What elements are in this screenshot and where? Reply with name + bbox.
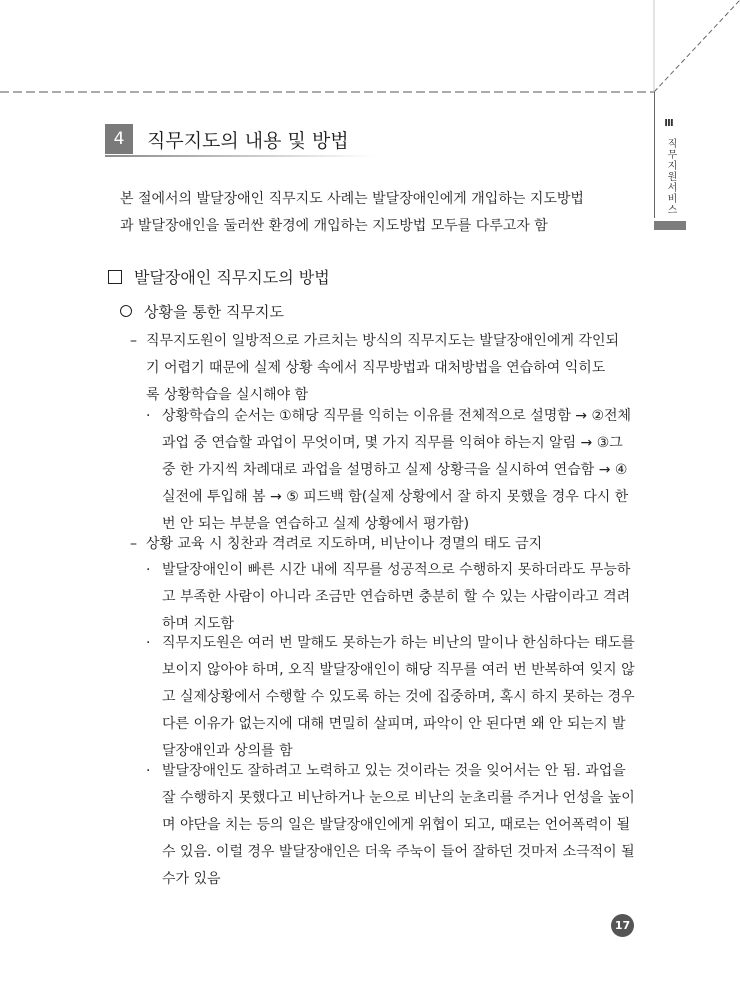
dot-item bbox=[162, 630, 637, 765]
dot-item-line: 과업 중 연습할 과업이 무엇이며, 몇 가지 직무를 익혀야 하는지 알림 → ③그 bbox=[162, 435, 623, 451]
dot-item-line: 직무지도원은 여러 번 말해도 못하는가 하는 비난의 말이나 한심하다는 태도를 bbox=[162, 635, 635, 651]
intro-paragraph bbox=[120, 186, 635, 240]
dash-item-line: 상황 교육 시 칭찬과 격려로 지도하며, 비난이나 경멸의 태도 금지 bbox=[146, 536, 543, 552]
dot-item-line: 달장애인과 상의를 함 bbox=[162, 743, 293, 759]
subsection-heading bbox=[108, 264, 330, 292]
chapter-roman-numeral: Ⅲ bbox=[664, 118, 674, 129]
intro-line: 본 절에서의 발달장애인 직무지도 사례는 발달장애인에게 개입하는 지도방법 bbox=[120, 191, 584, 207]
dot-item-line: 중 한 가지씩 차례대로 과업을 설명하고 실제 상황극을 실시하여 연습함 → ④ bbox=[162, 462, 628, 478]
dot-item-line: 발달장애인도 잘하려고 노력하고 있는 것이라는 것을 잊어서는 안 됨. 과업을 bbox=[162, 763, 626, 779]
section-number: 4 bbox=[105, 124, 133, 154]
dot-item-line: 수 있음. 이럴 경우 발달장애인은 더욱 주눅이 들어 잘하던 것마저 소극적이 될 bbox=[162, 844, 635, 860]
dash-item bbox=[146, 328, 636, 409]
dash-bullet-icon: – bbox=[130, 536, 137, 552]
chapter-bar bbox=[654, 221, 686, 230]
intro-line: 과 발달장애인을 둘러싼 환경에 개입하는 지도방법 모두를 다루고자 함 bbox=[120, 218, 548, 234]
dot-item-line: 발달장애인이 빠른 시간 내에 직무를 성공적으로 수행하지 못하더라도 무능하 bbox=[162, 562, 631, 578]
dot-item-line: 상황학습의 순서는 ①해당 직무를 익히는 이유를 전체적으로 설명함 → ②전체 bbox=[162, 408, 632, 424]
dot-item-line: 고 실제상황에서 수행할 수 있도록 하는 것에 집중하며, 혹시 하지 못하는 경우 bbox=[162, 689, 635, 705]
dash-item-line: 록 상황학습을 실시해야 함 bbox=[146, 387, 309, 403]
dot-item-line: 보이지 않아야 하며, 오직 발달장애인이 해당 직무를 여러 번 반복하여 잊지 않 bbox=[162, 662, 635, 678]
chapter-label: 직무지원서비스 bbox=[665, 138, 676, 215]
dot-item-line: 하며 지도함 bbox=[162, 616, 235, 632]
dot-item-line: 다른 이유가 없는지에 대해 면밀히 살피며, 파악이 안 된다면 왜 안 되는지 발 bbox=[162, 716, 626, 732]
corner-diagonal-line bbox=[654, 0, 740, 92]
dot-item-line: 잘 수행하지 못했다고 비난하거나 눈으로 비난의 눈초리를 주거나 언성을 높이 bbox=[162, 790, 635, 806]
section-heading bbox=[105, 124, 375, 156]
dot-item-line: 며 야단을 치는 등의 일은 발달장애인에게 위협이 되고, 때로는 언어폭력이 될 bbox=[162, 817, 631, 833]
checkbox-square-icon bbox=[108, 270, 122, 284]
dot-item bbox=[162, 758, 637, 893]
topic-heading-text: 상황을 통한 직무지도 bbox=[144, 303, 284, 321]
dash-item-line: 기 어렵기 때문에 실제 상황 속에서 직무방법과 대처방법을 연습하여 익히도 bbox=[146, 360, 606, 376]
dot-bullet-icon: · bbox=[146, 635, 151, 651]
topic-heading bbox=[120, 298, 284, 326]
section-underline bbox=[105, 155, 375, 157]
dot-item bbox=[162, 403, 637, 538]
dot-item bbox=[162, 557, 637, 638]
dash-bullet-icon: – bbox=[130, 333, 137, 349]
dash-item-line: 직무지도원이 일방적으로 가르치는 방식의 직무지도는 발달장애인에게 각인되 bbox=[146, 333, 619, 349]
dot-bullet-icon: · bbox=[146, 763, 151, 779]
dot-item-line: 고 부족한 사람이 아니라 조금만 연습하면 충분히 할 수 있는 사람이라고 격려 bbox=[162, 589, 631, 605]
dot-item-line: 실전에 투입해 봄 → ⑤ 피드백 함(실제 상황에서 잘 하지 못했을 경우 다시 한 bbox=[162, 489, 629, 505]
dot-item-line: 번 안 되는 부분을 연습하고 실제 상황에서 평가함) bbox=[162, 516, 470, 532]
dot-item-line: 수가 있음 bbox=[162, 871, 221, 887]
subsection-heading-text: 발달장애인 직무지도의 방법 bbox=[134, 268, 330, 287]
dot-bullet-icon: · bbox=[146, 408, 151, 424]
dash-item bbox=[146, 531, 636, 558]
dot-bullet-icon: · bbox=[146, 562, 151, 578]
circle-bullet-icon bbox=[120, 305, 132, 317]
page-number: 17 bbox=[611, 914, 634, 937]
section-title: 직무지도의 내용 및 방법 bbox=[147, 130, 349, 152]
